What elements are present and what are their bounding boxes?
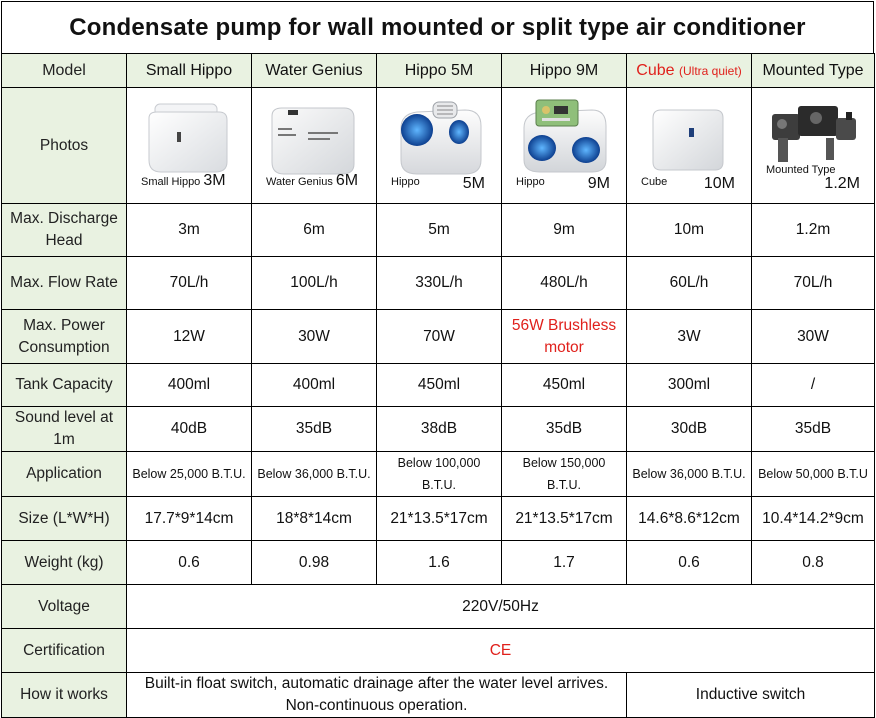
model-cube	[627, 54, 752, 88]
cell: 3W	[627, 310, 752, 364]
cell: 60L/h	[627, 257, 752, 310]
spec-sheet	[1, 1, 874, 718]
label-weight: Weight (kg)	[2, 541, 127, 585]
cell: 330L/h	[377, 257, 502, 310]
cell: 400ml	[252, 364, 377, 407]
row-power	[2, 310, 875, 364]
photo-water-genius	[252, 88, 377, 204]
cell: Below 25,000 B.T.U.	[127, 452, 252, 497]
cell: 480L/h	[502, 257, 627, 310]
cell: 70W	[377, 310, 502, 364]
row-how-it-works	[2, 673, 875, 718]
cell: 1.6	[377, 541, 502, 585]
cell: Below 150,000 B.T.U.	[502, 452, 627, 497]
caption-cube-size: 10M	[703, 175, 735, 192]
cell: 0.6	[127, 541, 252, 585]
cell: 400ml	[127, 364, 252, 407]
voltage-value: 220V/50Hz	[127, 585, 875, 629]
photos-label: Photos	[2, 88, 127, 204]
cell: 3m	[127, 204, 252, 257]
model-cube-name: Cube	[636, 61, 675, 79]
model-hippo-9m: Hippo 9M	[502, 54, 627, 88]
caption-hippo-5m-size: 5M	[462, 175, 485, 192]
label-how-it-works: How it works	[2, 673, 127, 718]
row-flow-rate	[2, 257, 875, 310]
caption-cube: Cube	[641, 176, 668, 188]
cell: 38dB	[377, 407, 502, 452]
caption-water-genius: Water Genius 6M	[266, 172, 359, 189]
model-mounted-type: Mounted Type	[752, 54, 875, 88]
row-weight	[2, 541, 875, 585]
cell: Below 36,000 B.T.U.	[252, 452, 377, 497]
cell: 0.98	[252, 541, 377, 585]
row-discharge-head	[2, 204, 875, 257]
page-title: Condensate pump for wall mounted or split type air conditioner	[1, 1, 874, 53]
model-water-genius: Water Genius	[252, 54, 377, 88]
model-small-hippo: Small Hippo	[127, 54, 252, 88]
cell: 30dB	[627, 407, 752, 452]
cell: 35dB	[752, 407, 875, 452]
cell: 21*13.5*17cm	[377, 497, 502, 541]
cell: 70L/h	[127, 257, 252, 310]
cell: 0.6	[627, 541, 752, 585]
certification-value: CE	[127, 629, 875, 673]
cell: 1.2m	[752, 204, 875, 257]
cell: 12W	[127, 310, 252, 364]
cell: 17.7*9*14cm	[127, 497, 252, 541]
label-application: Application	[2, 452, 127, 497]
cell: 0.8	[752, 541, 875, 585]
cell: 35dB	[502, 407, 627, 452]
cell: 30W	[752, 310, 875, 364]
label-tank: Tank Capacity	[2, 364, 127, 407]
cell: Below 50,000 B.T.U	[752, 452, 875, 497]
cell: 10.4*14.2*9cm	[752, 497, 875, 541]
cell: 21*13.5*17cm	[502, 497, 627, 541]
cell: 6m	[252, 204, 377, 257]
cell: 100L/h	[252, 257, 377, 310]
cell: 300ml	[627, 364, 752, 407]
photos-row	[2, 88, 875, 204]
model-cube-note: (Ultra quiet)	[679, 63, 742, 78]
caption-small-hippo: Small Hippo 3M	[141, 172, 226, 189]
cell: 40dB	[127, 407, 252, 452]
label-certification: Certification	[2, 629, 127, 673]
photo-small-hippo	[127, 88, 252, 204]
cell: 10m	[627, 204, 752, 257]
cell: 5m	[377, 204, 502, 257]
photo-cube	[627, 88, 752, 204]
caption-mounted-type: Mounted Type	[766, 164, 836, 176]
cell: Below 36,000 B.T.U.	[627, 452, 752, 497]
model-label: Model	[2, 54, 127, 88]
cell: 9m	[502, 204, 627, 257]
label-flow-rate: Max. Flow Rate	[2, 257, 127, 310]
how-inductive-switch: Inductive switch	[627, 673, 875, 718]
spec-table	[1, 53, 875, 718]
row-application	[2, 452, 875, 497]
model-hippo-5m: Hippo 5M	[377, 54, 502, 88]
cell: /	[752, 364, 875, 407]
caption-hippo-5m: Hippo	[391, 176, 420, 188]
cell: 14.6*8.6*12cm	[627, 497, 752, 541]
label-sound: Sound level at 1m	[2, 407, 127, 452]
photo-hippo-9m	[502, 88, 627, 204]
cell: 18*8*14cm	[252, 497, 377, 541]
photo-mounted-type	[752, 88, 875, 204]
row-certification	[2, 629, 875, 673]
cell-highlight: 56W Brushless motor	[502, 310, 627, 364]
cell: 35dB	[252, 407, 377, 452]
label-size: Size (L*W*H)	[2, 497, 127, 541]
label-power: Max. Power Consumption	[2, 310, 127, 364]
row-size	[2, 497, 875, 541]
cell: Below 100,000 B.T.U.	[377, 452, 502, 497]
caption-hippo-9m: Hippo	[516, 176, 545, 188]
cell: 30W	[252, 310, 377, 364]
cell: 1.7	[502, 541, 627, 585]
caption-hippo-9m-size: 9M	[587, 175, 610, 192]
photo-hippo-5m	[377, 88, 502, 204]
model-header-row	[2, 54, 875, 88]
how-float-switch: Built-in float switch, automatic drainage after the water level arrives. Non-continuous operation.	[127, 673, 627, 718]
cell: 450ml	[502, 364, 627, 407]
row-tank	[2, 364, 875, 407]
cell: 450ml	[377, 364, 502, 407]
label-discharge-head: Max. Discharge Head	[2, 204, 127, 257]
row-sound	[2, 407, 875, 452]
row-voltage	[2, 585, 875, 629]
caption-mounted-type-size: 1.2M	[824, 175, 860, 192]
cell: 70L/h	[752, 257, 875, 310]
label-voltage: Voltage	[2, 585, 127, 629]
